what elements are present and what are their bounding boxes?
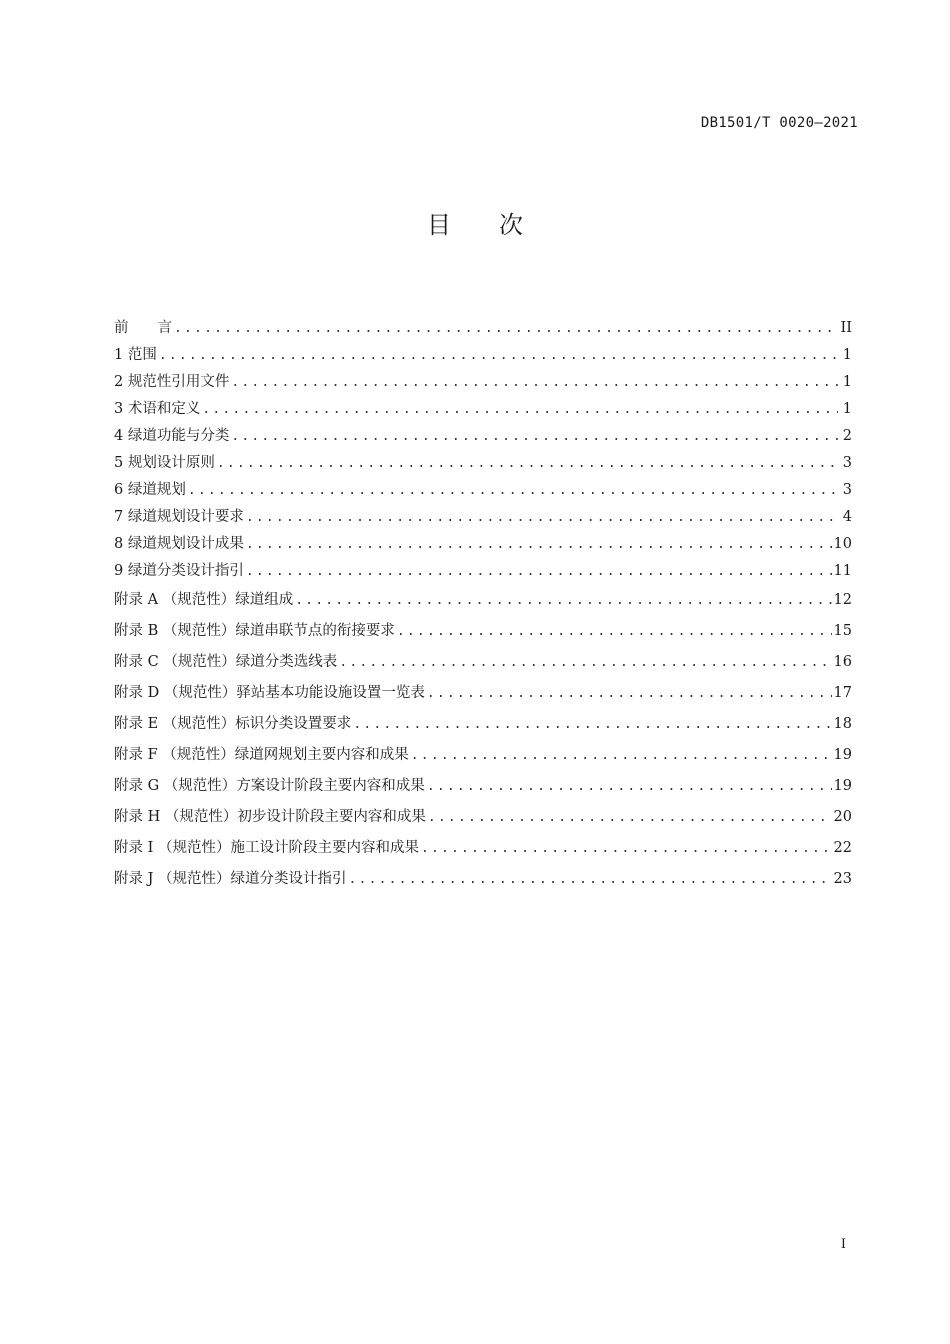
toc-entry-page: 16 bbox=[833, 654, 852, 670]
toc-entry[interactable] bbox=[114, 477, 852, 504]
toc-entry-page: 17 bbox=[833, 685, 852, 701]
toc-leader-dots bbox=[174, 315, 838, 342]
toc-title: 目次 bbox=[427, 211, 571, 239]
toc-entry-label: 9 绿道分类设计指引 bbox=[114, 563, 244, 579]
toc-entry-label: 2 规范性引用文件 bbox=[114, 374, 230, 390]
toc-entry-page: 3 bbox=[842, 455, 852, 471]
toc-appendix-entry[interactable] bbox=[114, 585, 852, 616]
toc-leader-dots bbox=[428, 802, 832, 833]
toc-entry[interactable] bbox=[114, 531, 852, 558]
toc-appendix-entry[interactable] bbox=[114, 709, 852, 740]
toc-leader-dots bbox=[246, 558, 832, 585]
toc-entry[interactable] bbox=[114, 504, 852, 531]
toc-entry-label: 附录 F （规范性）绿道网规划主要内容和成果 bbox=[114, 747, 409, 763]
toc-entry-label: 5 规划设计原则 bbox=[114, 455, 215, 471]
toc-entry-page: 23 bbox=[833, 871, 852, 887]
toc-entry-page: 1 bbox=[842, 374, 852, 390]
toc-entry-page: 2 bbox=[842, 428, 852, 444]
toc-appendix-entry[interactable] bbox=[114, 771, 852, 802]
toc-entry-label: 附录 G （规范性）方案设计阶段主要内容和成果 bbox=[114, 778, 425, 794]
toc-entry[interactable] bbox=[114, 423, 852, 450]
toc-appendix-entry[interactable] bbox=[114, 864, 852, 895]
document-code: DB1501/T 0020—2021 bbox=[700, 115, 858, 131]
toc-entry-label: 附录 E （规范性）标识分类设置要求 bbox=[114, 716, 352, 732]
toc-leader-dots bbox=[421, 833, 832, 864]
table-of-contents bbox=[114, 315, 852, 895]
toc-entry-page: 22 bbox=[833, 840, 852, 856]
toc-entry-page: 19 bbox=[833, 747, 852, 763]
toc-leader-dots bbox=[246, 531, 832, 558]
page-number: I bbox=[840, 1237, 846, 1252]
toc-leader-dots bbox=[217, 450, 838, 477]
toc-entry-page: 10 bbox=[833, 536, 852, 552]
toc-entry[interactable] bbox=[114, 396, 852, 423]
toc-entry-page: II bbox=[840, 320, 852, 336]
toc-entry-label: 附录 B （规范性）绿道串联节点的衔接要求 bbox=[114, 623, 395, 639]
toc-leader-dots bbox=[231, 369, 838, 396]
toc-leader-dots bbox=[353, 709, 831, 740]
toc-entry-label: 1 范围 bbox=[114, 347, 157, 363]
toc-appendix-entry[interactable] bbox=[114, 833, 852, 864]
toc-entry-label: 3 术语和定义 bbox=[114, 401, 201, 417]
toc-appendix-entry[interactable] bbox=[114, 647, 852, 678]
toc-leader-dots bbox=[339, 647, 831, 678]
toc-entry-page: 15 bbox=[833, 623, 852, 639]
toc-entry-label: 7 绿道规划设计要求 bbox=[114, 509, 244, 525]
toc-entry[interactable] bbox=[114, 342, 852, 369]
toc-entry-page: 11 bbox=[833, 563, 852, 579]
toc-appendix-entry[interactable] bbox=[114, 678, 852, 709]
toc-entry[interactable] bbox=[114, 315, 852, 342]
toc-entry-label: 附录 D （规范性）驿站基本功能设施设置一览表 bbox=[114, 685, 425, 701]
toc-entry[interactable] bbox=[114, 450, 852, 477]
toc-leader-dots bbox=[427, 771, 832, 802]
toc-leader-dots bbox=[202, 396, 838, 423]
toc-entry-label: 4 绿道功能与分类 bbox=[114, 428, 230, 444]
toc-leader-dots bbox=[159, 342, 838, 369]
toc-entry-page: 12 bbox=[833, 592, 852, 608]
toc-leader-dots bbox=[246, 504, 838, 531]
toc-appendix-entry[interactable] bbox=[114, 616, 852, 647]
toc-entry-page: 1 bbox=[842, 401, 852, 417]
toc-entry-label: 附录 H （规范性）初步设计阶段主要内容和成果 bbox=[114, 809, 426, 825]
toc-leader-dots bbox=[411, 740, 832, 771]
toc-leader-dots bbox=[397, 616, 832, 647]
toc-entry-page: 4 bbox=[842, 509, 852, 525]
toc-entry-page: 18 bbox=[833, 716, 852, 732]
toc-entry-label: 8 绿道规划设计成果 bbox=[114, 536, 244, 552]
toc-entry-label: 附录 A （规范性）绿道组成 bbox=[114, 592, 294, 608]
toc-entry-label: 附录 J （规范性）绿道分类设计指引 bbox=[114, 871, 347, 887]
toc-appendix-entry[interactable] bbox=[114, 740, 852, 771]
toc-entry-page: 19 bbox=[833, 778, 852, 794]
toc-entry-page: 1 bbox=[842, 347, 852, 363]
toc-leader-dots bbox=[349, 864, 832, 895]
toc-leader-dots bbox=[231, 423, 838, 450]
toc-appendix-entry[interactable] bbox=[114, 802, 852, 833]
toc-entry[interactable] bbox=[114, 369, 852, 396]
toc-entry-label: 前 言 bbox=[114, 320, 172, 336]
toc-entry-page: 3 bbox=[842, 482, 852, 498]
toc-entry[interactable] bbox=[114, 558, 852, 585]
toc-leader-dots bbox=[295, 585, 831, 616]
toc-entry-page: 20 bbox=[833, 809, 852, 825]
toc-entry-label: 附录 C （规范性）绿道分类选线表 bbox=[114, 654, 338, 670]
toc-entry-label: 6 绿道规划 bbox=[114, 482, 186, 498]
toc-leader-dots bbox=[427, 678, 832, 709]
toc-entry-label: 附录 I （规范性）施工设计阶段主要内容和成果 bbox=[114, 840, 419, 856]
toc-leader-dots bbox=[188, 477, 838, 504]
